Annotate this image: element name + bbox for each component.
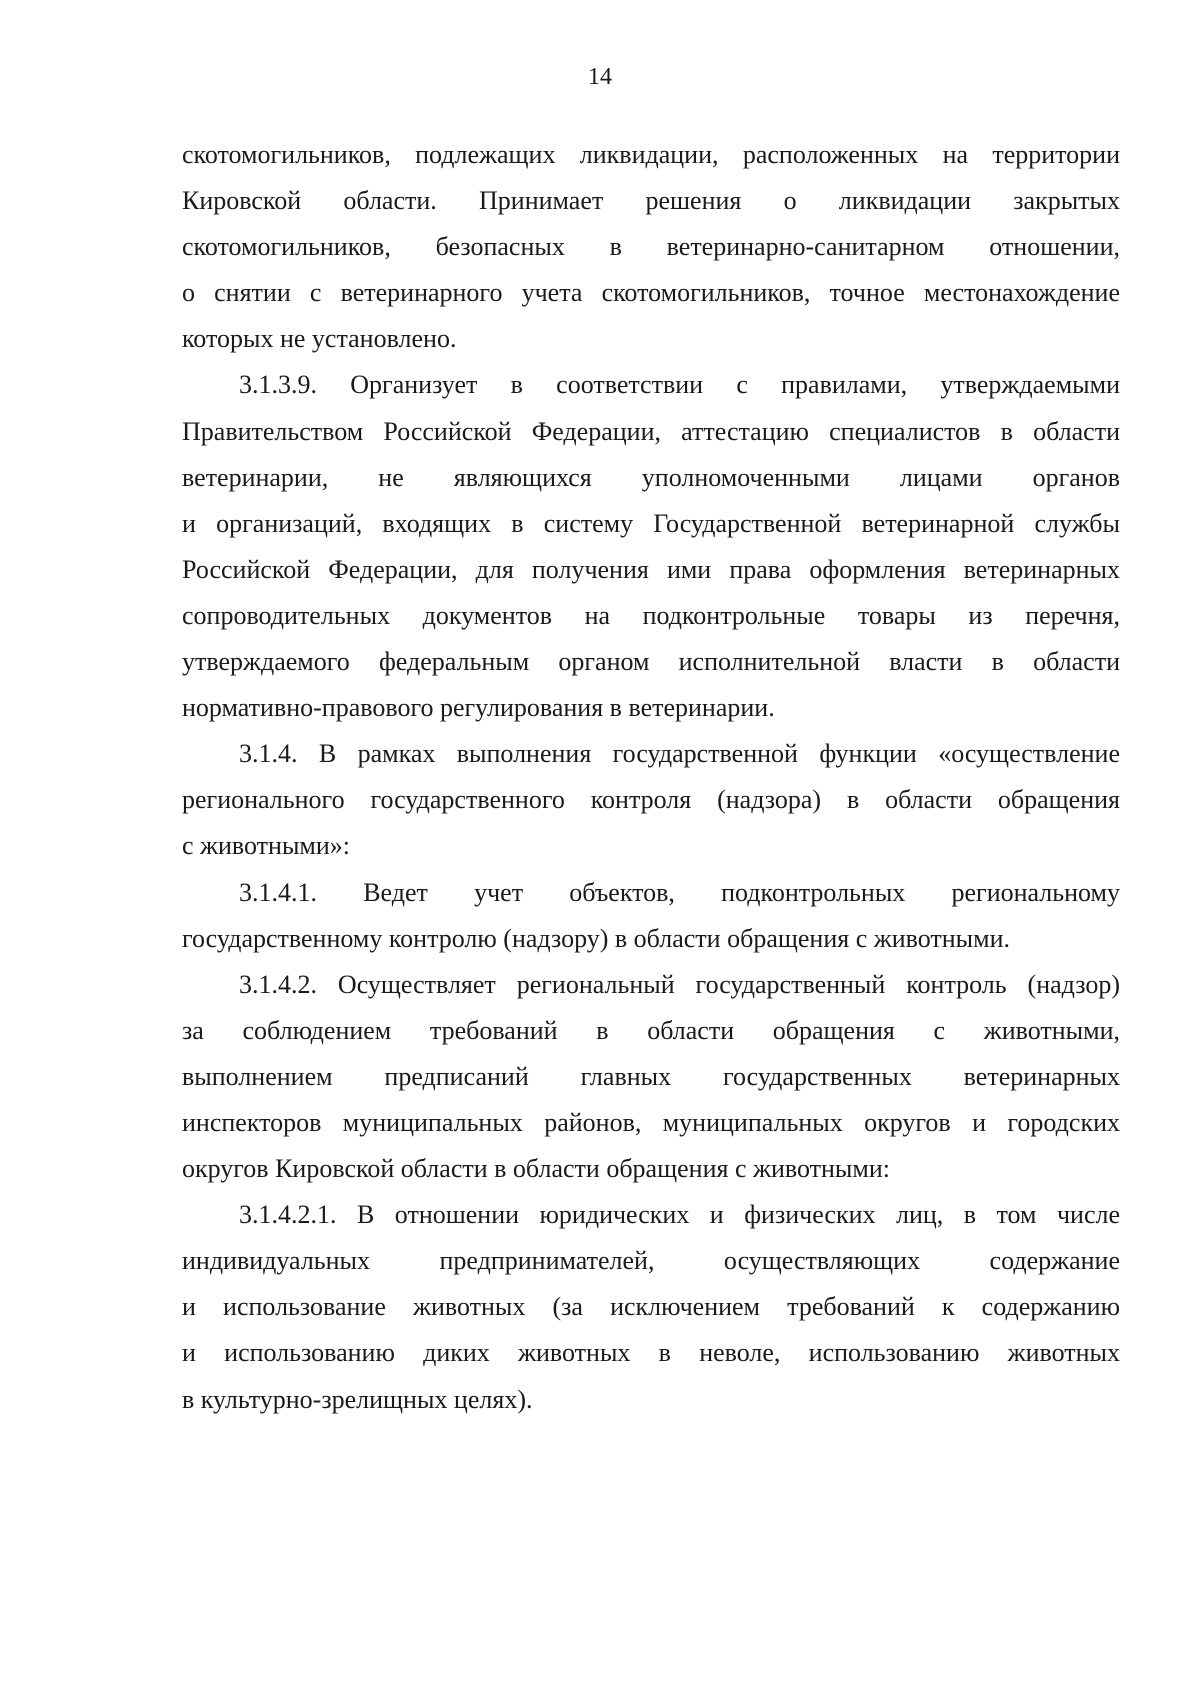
text-line: 3.1.4.2. Осуществляет региональный государственный контроль (надзор) xyxy=(239,969,1120,999)
text-line: государственному контролю (надзору) в области обращения с животными. xyxy=(182,923,1010,953)
text-line: и организаций, входящих в систему Государственной ветеринарной службы xyxy=(182,508,1120,538)
text-line: за соблюдением требований в области обращения с животными, xyxy=(182,1015,1120,1045)
text-line: о снятии с ветеринарного учета скотомогильников, точное местонахождение xyxy=(182,278,1120,308)
text-line: выполнением предписаний главных государственных ветеринарных xyxy=(182,1061,1120,1091)
text-line: утверждаемого федеральным органом исполнительной власти в области xyxy=(182,647,1120,677)
document-body xyxy=(182,132,1120,1423)
text-line: скотомогильников, безопасных в ветеринарно-санитарном отношении, xyxy=(182,232,1120,262)
paragraph-continuation xyxy=(182,132,1120,362)
text-line: индивидуальных предпринимателей, осуществляющих содержание xyxy=(182,1246,1120,1276)
paragraph-3-1-4-1 xyxy=(182,870,1120,962)
text-line: 3.1.4.2.1. В отношении юридических и физических лиц, в том числе xyxy=(239,1200,1120,1230)
text-line: 3.1.4.1. Ведет учет объектов, подконтрольных региональному xyxy=(239,877,1120,907)
text-line: сопроводительных документов на подконтрольные товары из перечня, xyxy=(182,600,1120,630)
text-line: Кировской области. Принимает решения о ликвидации закрытых xyxy=(182,186,1120,216)
paragraph-3-1-4 xyxy=(182,731,1120,869)
paragraph-3-1-3-9 xyxy=(182,362,1120,731)
text-line: скотомогильников, подлежащих ликвидации, расположенных на территории xyxy=(182,140,1120,169)
text-line: 3.1.4. В рамках выполнения государственной функции «осуществление xyxy=(239,739,1120,769)
text-line: 3.1.3.9. Организует в соответствии с правилами, утверждаемыми xyxy=(239,370,1120,400)
page-number: 14 xyxy=(588,64,612,90)
text-line: которых не установлено. xyxy=(182,324,457,354)
paragraph-3-1-4-2 xyxy=(182,962,1120,1192)
text-line: Российской Федерации, для получения ими права оформления ветеринарных xyxy=(182,554,1120,584)
paragraph-3-1-4-2-1 xyxy=(182,1192,1120,1422)
text-line: и использование животных (за исключением требований к содержанию xyxy=(182,1292,1120,1322)
text-line: округов Кировской области в области обращения с животными: xyxy=(182,1154,890,1184)
text-line: в культурно-зрелищных целях). xyxy=(182,1384,533,1414)
text-line: ветеринарии, не являющихся уполномоченными лицами органов xyxy=(182,462,1120,492)
text-line: с животными»: xyxy=(182,831,351,861)
text-line: Правительством Российской Федерации, аттестацию специалистов в области xyxy=(182,416,1120,446)
text-line: и использованию диких животных в неволе, использованию животных xyxy=(182,1338,1120,1368)
text-line: регионального государственного контроля (надзора) в области обращения xyxy=(182,785,1120,815)
text-line: нормативно-правового регулирования в ветеринарии. xyxy=(182,693,775,723)
text-line: инспекторов муниципальных районов, муниципальных округов и городских xyxy=(182,1107,1120,1137)
